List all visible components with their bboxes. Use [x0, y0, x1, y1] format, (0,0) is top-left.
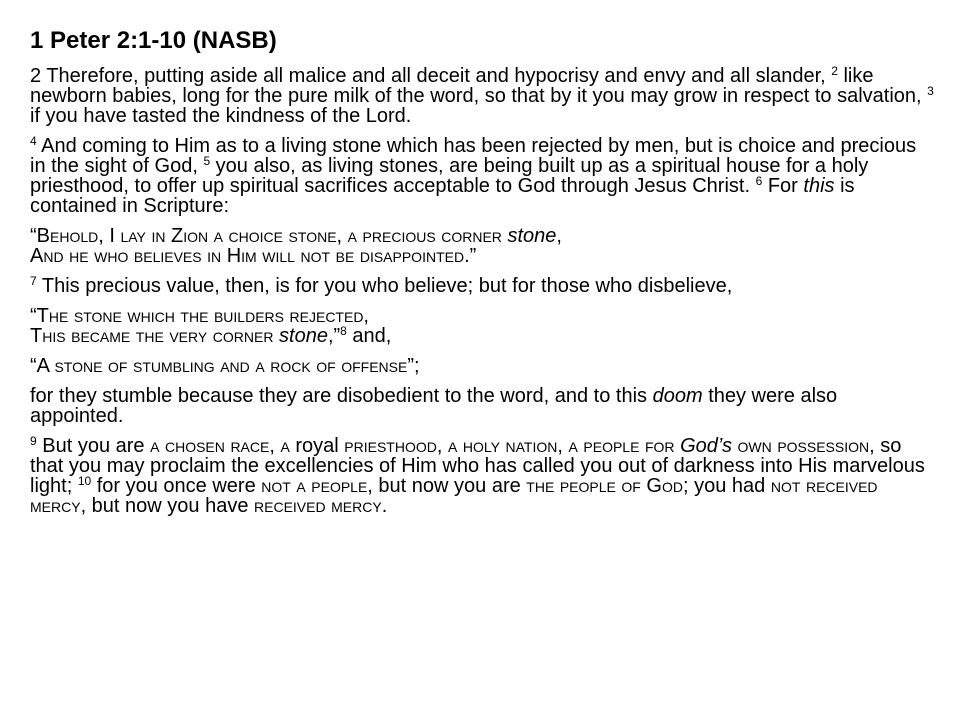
small-caps-text: not received mercy — [30, 475, 878, 518]
verse-text: like newborn babies, long for the pure milk of the word, so that by it you may grow in respect to salvation, — [30, 65, 928, 108]
verse-number: 4 — [30, 134, 37, 149]
italic-word: this — [803, 175, 835, 198]
verse-number: 10 — [77, 474, 92, 489]
italic-word: stone — [507, 225, 557, 248]
quote-punct: ” — [469, 245, 477, 268]
quote-line: “A stone of stumbling and a rock of offense — [30, 355, 408, 378]
verse-number: 2 — [30, 65, 42, 88]
verse-number: 8 — [340, 324, 347, 339]
italic-word: stone — [279, 325, 328, 348]
verse-text: royal — [289, 435, 345, 458]
verse-text: for they stumble because they are disobedient to the word, and to this — [30, 385, 653, 408]
verse-text: , — [436, 435, 448, 458]
verse-text: G — [640, 475, 662, 498]
verses-2-3 — [30, 66, 935, 126]
small-caps-text: not a people — [261, 475, 368, 498]
verse-text: Therefore, putting aside all malice and all deceit and hypocrisy and envy and all slander, — [41, 65, 832, 88]
verse-text: , so that you may proclaim the excellencies of Him who has called you out of darkness into His marvelous light; — [30, 435, 925, 498]
verse-text: if you have tasted the kindness of the Lord. — [30, 105, 412, 128]
quote-line: This became the very corner — [30, 325, 280, 348]
small-caps-text: a people for — [568, 435, 675, 458]
verse-text: is contained in Scripture: — [30, 175, 855, 218]
quote-isaiah-8-14 — [30, 356, 935, 376]
quote-punct: ”; — [407, 355, 420, 378]
verse-text: For — [762, 175, 804, 198]
verse-text: you also, as living stones, are being built up as a spiritual house for a holy priesthood, to offer up spiritual sacrifices acceptable to God through Jesus Christ. — [30, 155, 869, 198]
verse-text: for you once were — [91, 475, 262, 498]
verse-8-continued — [30, 386, 935, 426]
verse-number: 6 — [755, 174, 763, 189]
verse-number: 3 — [927, 84, 934, 99]
verse-text: , but now you have — [80, 495, 255, 518]
quote-line: And he who believes in Him will not be disappointed. — [30, 245, 470, 268]
small-caps-text: a chosen race — [150, 435, 270, 458]
slide-content — [30, 28, 935, 526]
verse-text: , — [269, 435, 281, 458]
small-caps-text: own possession — [737, 435, 870, 458]
verses-9-10 — [30, 436, 935, 516]
verse-number: 5 — [203, 154, 211, 169]
italic-word: God’s — [680, 435, 732, 458]
verse-text: . — [381, 495, 388, 518]
passage-title: 1 Peter 2:1-10 (NASB) — [30, 27, 277, 54]
verse-text: And coming to Him as to a living stone which has been rejected by men, but is choice and precious in the sight of God, — [30, 135, 917, 178]
verse-text: , but now you are — [367, 475, 527, 498]
quote-psalm-118-22 — [30, 306, 935, 346]
quote-line: “Behold, I lay in Zion a choice stone, a precious corner — [30, 225, 508, 248]
verse-7 — [30, 276, 935, 296]
small-caps-text: a holy nation — [447, 435, 558, 458]
verse-text: This precious value, then, is for you who believe; but for those who disbelieve, — [36, 275, 733, 298]
verse-text: , — [557, 435, 569, 458]
verse-text: ; you had — [683, 475, 771, 498]
verses-4-6 — [30, 136, 935, 216]
small-caps-text: the people of — [526, 475, 641, 498]
small-caps-text: a — [280, 435, 290, 458]
verse-number: 2 — [831, 64, 838, 79]
italic-word: doom — [652, 385, 703, 408]
verse-text: and, — [346, 325, 392, 348]
verse-text: But you are — [36, 435, 151, 458]
small-caps-text: priesthood — [344, 435, 437, 458]
verse-number: 9 — [30, 434, 37, 449]
small-caps-text: received mercy — [254, 495, 382, 518]
quote-punct: , — [556, 225, 562, 248]
small-caps-text: od — [662, 475, 683, 498]
quote-line: “The stone which the builders rejected, — [30, 305, 369, 328]
verse-text: they were also appointed. — [30, 385, 838, 428]
quote-punct: ,” — [327, 325, 341, 348]
verse-number: 7 — [30, 274, 37, 289]
quote-isaiah-28-16 — [30, 226, 935, 266]
